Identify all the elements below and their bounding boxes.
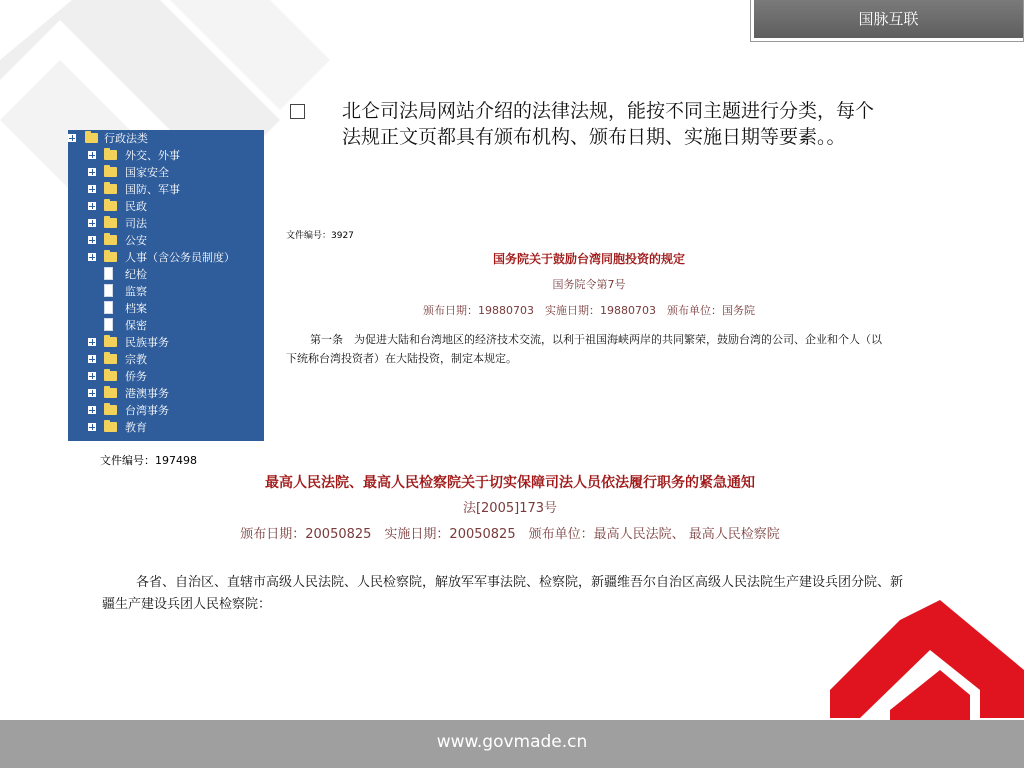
expand-icon[interactable] [88, 389, 96, 397]
tree-item-label: 国防、军事 [125, 183, 180, 196]
tree-item-label: 人事（含公务员制度） [125, 251, 235, 264]
tree-item-label: 司法 [125, 217, 147, 230]
tree-item-label: 民政 [125, 200, 147, 213]
folder-icon [104, 354, 117, 364]
tree-item-label: 外交、外事 [125, 149, 180, 162]
folder-icon [104, 218, 117, 228]
tree-item-label: 港澳事务 [125, 387, 169, 400]
folder-icon [104, 405, 117, 415]
expand-icon[interactable] [88, 338, 96, 346]
corner-logo-decoration [830, 600, 1024, 720]
folder-icon [104, 371, 117, 381]
expand-icon[interactable] [88, 219, 96, 227]
document-icon [104, 318, 113, 331]
document-title: 最高人民法院、最高人民检察院关于切实保障司法人员依法履行职务的紧急通知 [265, 475, 755, 491]
folder-icon [104, 150, 117, 160]
tree-item-label: 档案 [125, 302, 147, 315]
folder-icon [104, 422, 117, 432]
document-icon [104, 301, 113, 314]
document-dates: 颁布日期：20050825 实施日期：20050825 颁布单位：最高人民法院、 最高人民检察院 [240, 527, 780, 542]
document-dates: 颁布日期：19880703 实施日期：19880703 颁布单位：国务院 [423, 304, 755, 317]
expand-icon[interactable] [88, 236, 96, 244]
file-number: 文件编号：3927 [286, 231, 354, 241]
tree-item-label: 保密 [125, 319, 147, 332]
brand-tab [750, 0, 1024, 42]
tree-item-label: 纪检 [125, 268, 147, 281]
document-icon [104, 284, 113, 297]
folder-open-icon [85, 133, 98, 143]
tree-item-label: 宗教 [125, 353, 147, 366]
document-body: 第一条 为促进大陆和台湾地区的经济技术交流，以利于祖国海峡两岸的共同繁荣，鼓励台湾的公司、企业和个人（以下统称台湾投资者）在大陆投资，制定本规定。 [286, 333, 882, 365]
expand-icon[interactable] [88, 185, 96, 193]
expand-icon[interactable] [88, 151, 96, 159]
folder-icon [104, 201, 117, 211]
tree-item-label: 侨务 [125, 370, 147, 383]
expand-icon[interactable] [88, 372, 96, 380]
bullet-text: 北仑司法局网站介绍的法律法规，能按不同主题进行分类，每个法规正文页都具有颁布机构、颁布日期、实施日期等要素。。 [342, 100, 875, 148]
folder-icon [104, 252, 117, 262]
file-number: 文件编号：197498 [100, 454, 197, 467]
document-title: 国务院关于鼓励台湾同胞投资的规定 [492, 252, 685, 266]
tree-item-label: 公安 [125, 234, 147, 247]
folder-icon [104, 388, 117, 398]
tree-item-label: 国家安全 [125, 166, 169, 179]
expand-icon[interactable] [88, 168, 96, 176]
folder-icon [104, 337, 117, 347]
bullet-square-icon [290, 104, 305, 119]
tree-item-label: 台湾事务 [125, 404, 169, 417]
footer-bar [0, 720, 1024, 768]
expand-icon[interactable] [88, 253, 96, 261]
document-number: 法[2005]173号 [462, 501, 558, 516]
collapse-icon[interactable] [68, 134, 76, 142]
expand-icon[interactable] [88, 423, 96, 431]
tree-root-label: 行政法类 [104, 132, 148, 145]
tree-item-label: 教育 [125, 421, 147, 434]
folder-icon [104, 235, 117, 245]
expand-icon[interactable] [88, 202, 96, 210]
document-number: 国务院令第7号 [552, 278, 626, 291]
document-icon [104, 267, 113, 280]
footer-url: www.govmade.cn [436, 732, 588, 752]
tree-item-label: 民族事务 [125, 336, 169, 349]
expand-icon[interactable] [88, 355, 96, 363]
expand-icon[interactable] [88, 406, 96, 414]
tree-item-label: 监察 [125, 285, 147, 298]
tree-item-root[interactable] [68, 130, 264, 147]
brand-name: 国脉互联 [754, 0, 1023, 38]
document-body: 各省、自治区、直辖市高级人民法院、人民检察院，解放军军事法院、检察院，新疆维吾尔自治区高级人民法院生产建设兵团分院、新疆生产建设兵团人民检察院： [102, 575, 904, 612]
category-tree [68, 130, 264, 441]
folder-icon [104, 184, 117, 194]
folder-icon [104, 167, 117, 177]
